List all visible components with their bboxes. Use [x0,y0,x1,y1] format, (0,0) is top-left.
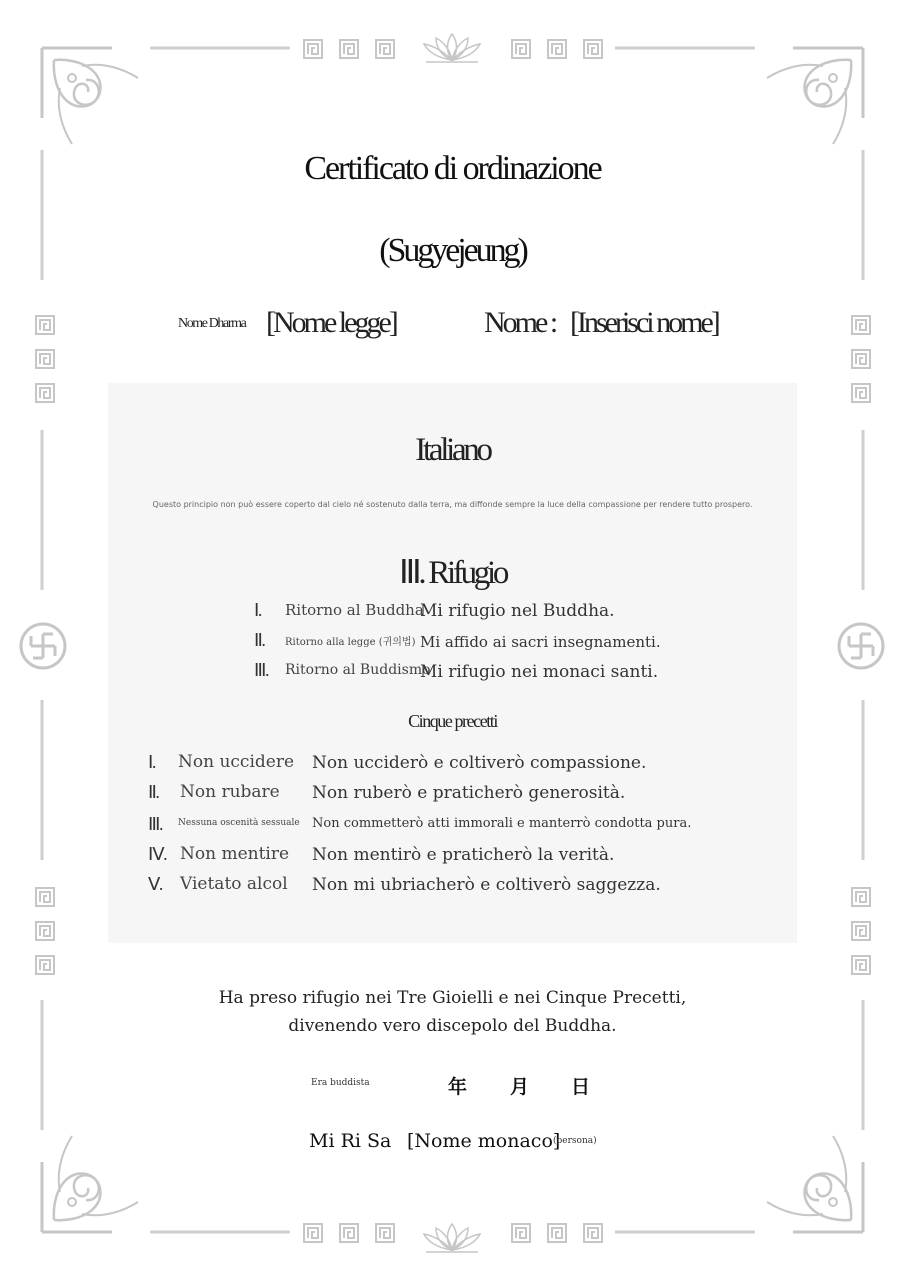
name-value: [Inserisci nome] [570,306,718,339]
lotus-icon [424,1224,480,1252]
monk-name: [Nome monaco] [407,1130,561,1152]
refuge-label: Ritorno alla legge (귀의법) [285,637,416,648]
corner-scroll-icon [42,1136,138,1232]
certificate-title: Certificato di ordinazione [304,150,601,187]
corner-scroll-icon [767,48,863,144]
corner-scroll-icon [767,1136,863,1232]
name-label: Nome : [484,306,560,339]
refuge-num: Ⅱ. [254,630,265,650]
corner-scroll-icon [42,48,138,144]
day-mark: 日 [571,1076,591,1098]
precept-value: Non commetterò atti immorali e manterrò condotta pura. [312,816,692,831]
precept-value: Non mentirò e praticherò la verità. [312,845,615,865]
dharma-wheel-icon [21,624,65,668]
closing-line-1: Ha preso rifugio nei Tre Gioielli e nei Cinque Precetti, [218,988,687,1008]
lotus-icon [424,34,480,62]
refuge-label: Ritorno al Buddismo [285,662,431,678]
precept-num: Ⅱ. [148,782,159,802]
precept-label: Non mentire [180,844,290,864]
era-label: Era buddista [311,1078,370,1088]
month-mark: 月 [510,1076,530,1098]
signature-prefix: Mi Ri Sa [309,1130,392,1152]
refuge-value: Mi rifugio nel Buddha. [420,601,615,621]
precept-label: Vietato alcol [180,874,288,894]
dharma-name-value: [Nome legge] [266,306,396,339]
verse-text: Questo principio non può essere coperto dal cielo né sostenuto dalla terra, ma diffonde sempre la luce della compassione per rendere tutto prospero. [152,500,753,509]
dharma-name-label: Nome Dharma [178,316,246,331]
precept-label: Non rubare [180,782,280,802]
precepts-heading: Cinque precetti [408,711,497,731]
year-mark: 年 [448,1076,468,1098]
refuge-value: Mi affido ai sacri insegnamenti. [420,633,661,651]
precept-num: Ⅲ. [148,814,163,834]
precept-num: Ⅴ. [148,874,162,894]
refuge-num: Ⅰ. [254,600,261,620]
closing-line-2: divenendo vero discepolo del Buddha. [288,1016,617,1036]
refuge-heading: Ⅲ. Rifugio [398,555,507,591]
precept-label: Non uccidere [178,752,295,772]
precept-value: Non ruberò e praticherò generosità. [312,783,626,803]
precept-num: Ⅰ. [148,752,155,772]
refuge-value: Mi rifugio nei monaci santi. [420,662,659,682]
dharma-wheel-icon [839,624,883,668]
certificate-subtitle: (Sugyejeung) [379,232,526,269]
language-heading: Italiano [415,432,490,468]
precept-value: Non mi ubriacherò e coltiverò saggezza. [312,875,661,895]
refuge-num: Ⅲ. [254,660,269,680]
signature-suffix: (persona) [553,1136,597,1146]
refuge-label: Ritorno al Buddha [285,601,424,619]
precept-num: Ⅳ. [148,844,167,864]
precept-value: Non ucciderò e coltiverò compassione. [312,753,647,773]
precept-label: Nessuna oscenità sessuale [178,818,300,828]
